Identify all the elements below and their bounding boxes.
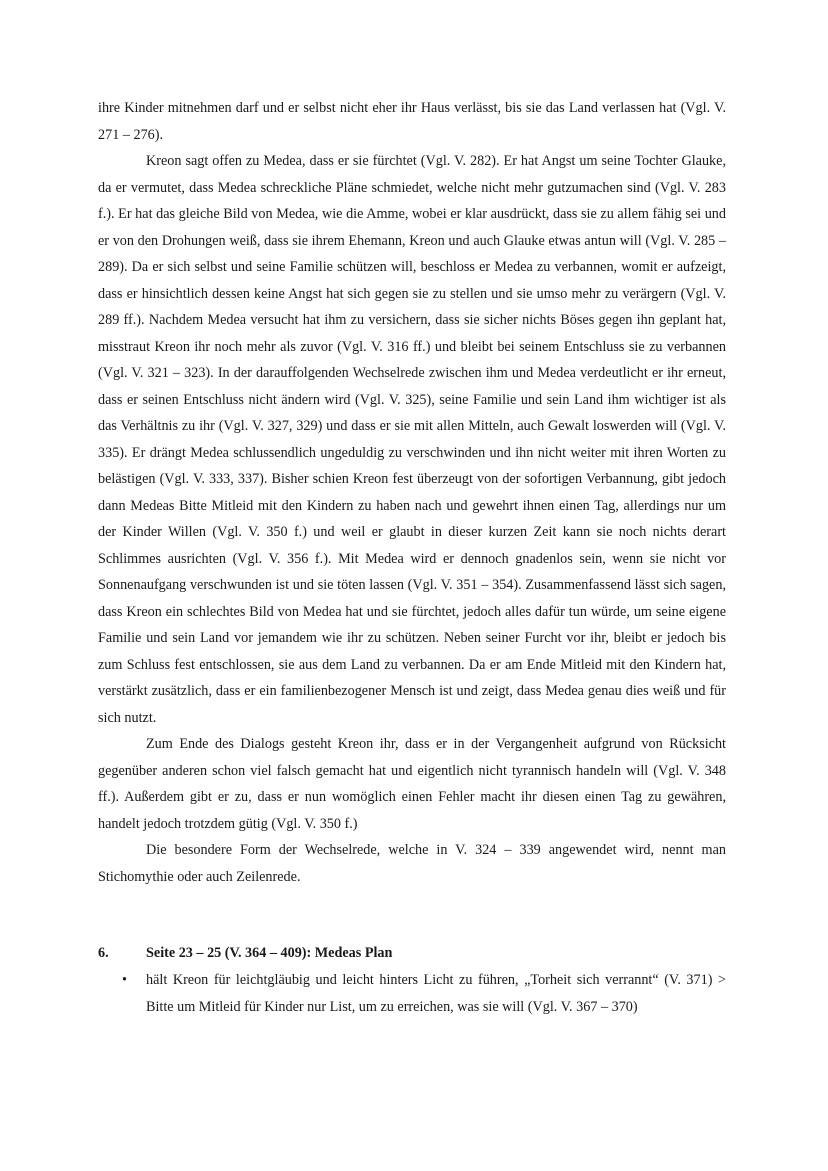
- paragraph-stichomythie: Die besondere Form der Wechselrede, welche in V. 324 – 339 angewendet wird, nennt man Stichomythie oder auch Zeilenrede.: [98, 842, 726, 885]
- body-text: [98, 95, 726, 890]
- bullet-icon: •: [122, 972, 127, 988]
- bullet-list: [98, 967, 726, 1020]
- paragraph-dialog-end: Zum Ende des Dialogs gesteht Kreon ihr, dass er in der Vergangenheit aufgrund von Rücksicht gegenüber anderen schon viel falsch gemacht hat und eigentlich nicht tyrannisch handeln will (Vgl. V. 348 ff.). Außerdem gibt er zu, dass er nun womöglich einen Fehler macht ihr diesen einen Tag zu gewähren, handelt jedoch trotzdem gütig (Vgl. V. 350 f.): [98, 736, 726, 832]
- section-title: Seite 23 – 25 (V. 364 – 409): Medeas Plan: [146, 945, 393, 961]
- paragraph-kreon-fear: Kreon sagt offen zu Medea, dass er sie fürchtet (Vgl. V. 282). Er hat Angst um seine Tochter Glauke, da er vermutet, dass Medea schreckliche Pläne schmiedet, welche nicht mehr gutzumachen sind (Vgl. V. 283 f.). Er hat das gleiche Bild von Medea, wie die Amme, wobei er klar ausdrückt, dass sie zu allem fähig sei und er von den Drohungen weiß, dass sie ihrem Ehemann, Kreon und auch Glauke etwas antun will (Vgl. V. 285 – 289). Da er sich selbst und seine Familie schützen will, beschloss er Medea zu verbannen, womit er aufzeigt, dass er hinsichtlich dessen keine Angst hat sich gegen sie zu stellen und sie umso mehr zu verärgern (Vgl. V. 289 ff.). Nachdem Medea versucht hat ihm zu versichern, dass sie sicher nichts Böses gegen ihn geplant hat, misstraut Kreon ihr noch mehr als zuvor (Vgl. V. 316 ff.) und bleibt bei seinem Entschluss sie zu verbannen (Vgl. V. 321 – 323). In der darauffolgenden Wechselrede zwischen ihm und Medea verdeutlicht er ihr erneut, dass er seinen Entschluss nicht ändern wird (Vgl. V. 325), seine Familie und sein Land ihm wichtiger ist als das Verhältnis zu ihr (Vgl. V. 327, 329) und dass er sie mit allen Mitteln, auch Gewalt loswerden will (Vgl. V. 335). Er drängt Medea schlussendlich ungeduldig zu verschwinden und ihn nicht weiter mit ihren Worten zu belästigen (Vgl. V. 333, 337). Bisher schien Kreon fest überzeugt von der sofortigen Verbannung, gibt jedoch dann Medeas Bitte Mitleid mit den Kindern zu haben nach und gewehrt ihnen einen Tag, allerdings nur um der Kinder Willen (Vgl. V. 350 f.) und weil er glaubt in dieser kurzen Zeit kann sie noch nichts derart Schlimmes ausrichten (Vgl. V. 356 f.). Mit Medea wird er dennoch gnadenlos sein, wenn sie nicht vor Sonnenaufgang verschwunden ist und sie töten lassen (Vgl. V. 351 – 354). Zusammenfassend lässt sich sagen, dass Kreon ein schlechtes Bild von Medea hat und sie fürchtet, jedoch alles dafür tun würde, um seine eigene Familie und sein Land vor jemandem wie ihr zu schützen. Neben seiner Furcht vor ihr, bleibt er jedoch bis zum Schluss fest entschlossen, sie aus dem Land zu verbannen. Da er am Ende Mitleid mit den Kindern hat, verstärkt zusätzlich, dass er ein familienbezogener Mensch ist und zeigt, dass Medea genau dies weiß und für sich nutzt.: [98, 153, 726, 726]
- paragraph-continuation: ihre Kinder mitnehmen darf und er selbst nicht eher ihr Haus verlässt, bis sie das Land verlassen hat (Vgl. V. 271 – 276).: [98, 100, 726, 143]
- section-heading: [98, 940, 726, 967]
- list-item: [98, 967, 726, 1020]
- section-number: 6.: [98, 945, 109, 961]
- bullet-text: hält Kreon für leichtgläubig und leicht hinters Licht zu führen, „Torheit sich verrannt“ (V. 371) > Bitte um Mitleid für Kinder nur List, um zu erreichen, was sie will (Vgl. V. 367 – 370): [146, 972, 726, 1015]
